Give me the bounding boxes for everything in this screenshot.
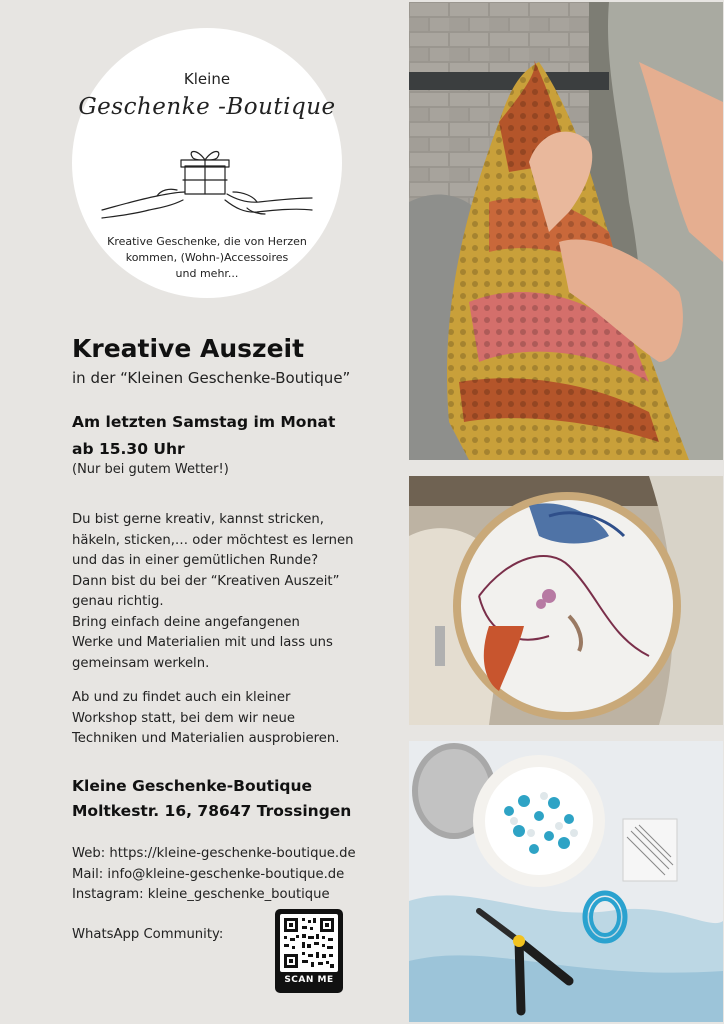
crochet-photo [409,2,723,460]
description-line: Workshop statt, bei dem wir neue [72,710,295,726]
logo-tagline-line: und mehr... [175,267,239,280]
logo-tagline-line: kommen, (Wohn-)Accessoires [125,251,289,264]
description-line: und das in einer gemütlichen Runde? [72,553,319,568]
description-line: Ab und zu findet auch ein kleiner [72,690,291,705]
event-title: Kreative Auszeit [72,334,305,363]
boutique-logo [72,28,342,298]
mail-link[interactable]: Mail: info@kleine-geschenke-boutique.de [72,866,345,882]
gift-hands-icon [97,136,317,228]
shop-name: Kleine Geschenke-Boutique [72,777,313,795]
logo-tagline-line: Kreative Geschenke, die von Herzen [107,235,307,248]
description-line: Techniken und Materialien ausprobieren. [72,731,340,746]
description-line: Bring einfach deine angefangenen [72,614,300,630]
description-line: häkeln, sticken,… oder möchtest es lernen [72,532,354,548]
event-subtitle: in der “Kleinen Geschenke-Boutique” [72,369,351,387]
logo-tagline [92,234,322,282]
instagram-handle[interactable]: Instagram: kleine_geschenke_boutique [72,887,330,902]
description-paragraph [72,510,392,674]
description-line: Dann bist du bei der “Kreativen Auszeit” [72,573,340,589]
logo-small-text: Kleine [183,70,231,88]
event-time: ab 15.30 Uhr [72,440,185,458]
embroidery-photo [409,476,723,725]
web-link[interactable]: Web: https://kleine-geschenke-boutique.de [72,846,356,861]
logo-script-text: Geschenke -Boutique [78,94,336,120]
description-line: gemeinsam werkeln. [72,655,210,671]
qr-scan-label: SCAN ME [284,975,334,985]
shop-address: Moltkestr. 16, 78647 Trossingen [72,802,352,820]
contact-block [72,844,356,906]
weather-note: (Nur bei gutem Wetter!) [72,462,229,477]
craft-materials-photo [409,741,723,1022]
description-line: genau richtig. [72,594,164,609]
whatsapp-label: WhatsApp Community: [72,927,224,942]
description-line: Du bist gerne kreativ, kannst stricken, [72,512,324,527]
whatsapp-qr-code[interactable] [275,909,343,993]
workshop-paragraph [72,688,392,750]
description-line: Werke und Materialien mit und lass uns [72,635,333,650]
qr-code-icon [280,914,338,972]
event-date: Am letzten Samstag im Monat [72,413,336,431]
